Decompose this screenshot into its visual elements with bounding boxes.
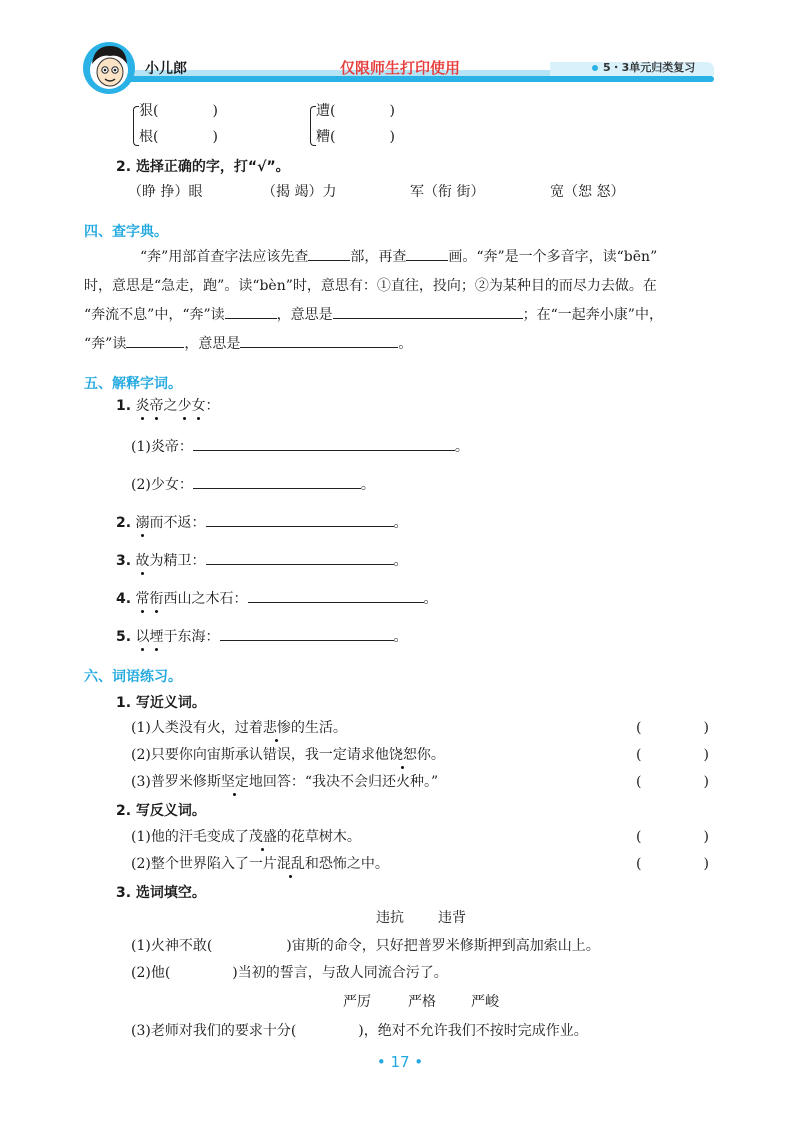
answer-slot-5[interactable]: ( ) [636, 856, 709, 872]
blank-gu[interactable] [206, 550, 394, 565]
s6-part2-title: 2. 写反义词。 [116, 803, 206, 819]
pair-right-2: 糟( ) [316, 129, 395, 145]
section-4-title: 四、查字典。 [84, 224, 168, 240]
blank-yandi[interactable] [193, 436, 455, 451]
answer-slot-3[interactable]: ( ) [636, 774, 709, 790]
blank-meaning-1[interactable] [333, 304, 523, 319]
s4-line-4: “奔”读 ，意思是 。 [84, 333, 412, 353]
blank-radical[interactable] [308, 246, 350, 261]
blank-yiyin[interactable] [220, 626, 394, 641]
s5-q1: 1. 炎帝之少女： [116, 398, 220, 414]
blank-ni[interactable] [206, 512, 394, 527]
s6-p2-item2: (2)整个世界陷入了一片混乱和恐怖之中。 [131, 856, 389, 872]
section-5-title: 五、解释字词。 [84, 376, 182, 392]
q2-option-4[interactable]: 宽（恕 怒） [550, 184, 625, 200]
print-notice: 仅限师生打印使用 [340, 59, 461, 77]
word-choice-4: 严格 [408, 994, 436, 1010]
s6-part3-title: 3. 选词填空。 [116, 885, 206, 901]
answer-slot-1[interactable]: ( ) [636, 720, 709, 736]
answer-slot-2[interactable]: ( ) [636, 747, 709, 763]
blank-strokes[interactable] [406, 246, 448, 261]
s5-q2: 2. 溺而不返： 。 [116, 512, 408, 533]
word-choice-5: 严峻 [471, 994, 499, 1010]
q2-option-2[interactable]: （揭 竭）力 [262, 184, 337, 200]
s6-p2-item1: (1)他的汗毛变成了茂盛的花草树木。 [131, 829, 361, 845]
pair-left-2: 根( ) [139, 129, 218, 145]
s4-line-3: “奔流不息”中，“奔”读 ，意思是 ；在“一起奔小康”中， [84, 304, 663, 324]
word-choice-2: 违背 [438, 910, 466, 926]
q2-option-3[interactable]: 军（衔 街） [410, 184, 485, 200]
q2-title: 2. 选择正确的字，打“√”。 [116, 159, 290, 175]
s6-p1-item1: (1)人类没有火，过着悲惨的生活。 [131, 720, 347, 736]
s5-q4: 4. 常衔西山之木石： 。 [116, 588, 438, 609]
blank-meaning-2[interactable] [240, 333, 398, 348]
pair-left-1: 狠( ) [139, 103, 218, 119]
page-number: • 17 • [376, 1053, 424, 1071]
blank-pronunciation-2[interactable] [126, 333, 184, 348]
brand-name: 小儿郎 [145, 61, 187, 77]
fill-item-3: (3)老师对我们的要求十分( )，绝对不允许我们不按时完成作业。 [131, 1023, 588, 1039]
blank-changxian[interactable] [248, 588, 424, 603]
fill-item-1: (1)火神不敢( )宙斯的命令，只好把普罗米修斯押到高加索山上。 [131, 938, 600, 954]
pair-right-1: 遭( ) [316, 103, 395, 119]
word-choice-3: 严厉 [343, 994, 371, 1010]
section-6-title: 六、词语练习。 [84, 669, 182, 685]
fill-item-2: (2)他( )当初的誓言，与敌人同流合污了。 [131, 965, 448, 981]
blank-pronunciation-1[interactable] [225, 304, 277, 319]
q2-option-1[interactable]: （睁 挣）眼 [128, 184, 203, 200]
s6-part1-title: 1. 写近义词。 [116, 695, 206, 711]
blank-shaonv[interactable] [193, 474, 361, 489]
s4-line-1: “奔”用部首查字法应该先查 部，再查 画。“奔”是一个多音字，读“bēn” [140, 246, 657, 266]
s6-p1-item3: (3)普罗米修斯坚定地回答：“我决不会归还火种。” [131, 774, 439, 790]
s5-q3: 3. 故为精卫： 。 [116, 550, 408, 571]
bullet-dot-icon [592, 65, 598, 71]
s5-q1-sub2: (2)少女： 。 [131, 474, 375, 495]
s6-p1-item2: (2)只要你向宙斯承认错误，我一定请求他饶恕你。 [131, 747, 445, 763]
word-choice-1: 违抗 [376, 910, 404, 926]
header [0, 0, 800, 100]
s5-q1-sub1: (1)炎帝： 。 [131, 436, 469, 457]
unit-label: 5・3单元归类复习 [603, 61, 696, 74]
mascot-logo [80, 36, 140, 98]
s4-line-2: 时，意思是“急走，跑”。读“bèn”时，意思有：①直往，投向；②为某种目的而尽力去做。在 [84, 278, 657, 294]
answer-slot-4[interactable]: ( ) [636, 829, 709, 845]
s5-q5: 5. 以堙于东海： 。 [116, 626, 408, 647]
